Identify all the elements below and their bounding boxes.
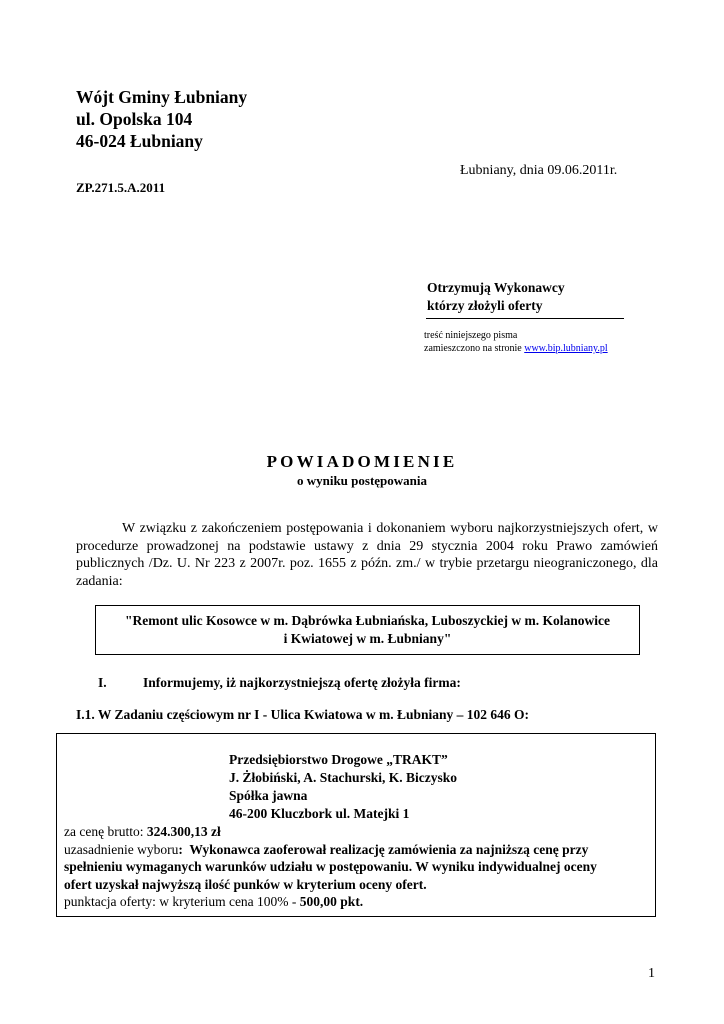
justification-text-1: Wykonawca zaoferował realizację zamówienia za najniższą cenę przy (182, 841, 589, 857)
justification-colon: : (178, 841, 183, 857)
justification-line-1 (64, 841, 646, 859)
justification-line-3: ofert uzyskał najwyższą ilość punków w kryterium oceny ofert. (64, 876, 427, 892)
intro-paragraph-text: W związku z zakończeniem postępowania i dokonaniem wyboru najkorzystniejszych ofert, w procedurze prowadzonej na podstawie ustawy z dnia 29 stycznia 2004 roku Prawo zamówień publicznych /Dz. U. Nr 223 z 2007r. poz. 1655 z późn. zm./ w trybie przetargu nieograniczonego, dla zadania: (76, 521, 658, 589)
company-form: Spółka jawna (229, 788, 308, 803)
intro-paragraph (76, 520, 658, 590)
document-subtitle: o wyniku postępowania (296, 473, 428, 488)
page-number: 1 (648, 966, 655, 981)
company-name: Przedsiębiorstwo Drogowe „TRAKT” (229, 752, 448, 767)
justification-label: uzasadnienie wyboru (64, 841, 179, 857)
letter-date: Łubniany, dnia 09.06.2011r. (460, 163, 618, 178)
score-label: punktacja oferty: w kryterium cena 100% - (64, 894, 300, 909)
section-number: I. (98, 675, 107, 690)
document-title: POWIADOMIENIE (266, 452, 458, 471)
task-name-line-2: i Kwiatowej w m. Łubniany" (283, 631, 452, 646)
company-address: 46-200 Kluczbork ul. Matejki 1 (229, 806, 410, 821)
recipients-line-2: którzy złożyli oferty (427, 298, 543, 313)
bip-link[interactable]: www.bip.lubniany.pl (524, 343, 608, 354)
recipients-block (427, 279, 565, 315)
subsection-heading: I.1. W Zadaniu częściowym nr I - Ulica Kwiatowa w m. Łubniany – 102 646 O: (76, 707, 530, 722)
recipients-underline (426, 318, 624, 319)
bip-note-prefix: zamieszczono na stronie (424, 343, 525, 354)
justification-line-2: spełnieniu wymaganych warunków udziału w postępowaniu. W wyniku indywidualnej oceny (64, 859, 597, 874)
recipients-line-1: Otrzymują Wykonawcy (427, 280, 565, 295)
bip-note-line-2 (424, 342, 608, 355)
bip-note-line-1: treść niniejszego pisma (424, 330, 518, 341)
task-name-line-1: "Remont ulic Kosowce w m. Dąbrówka Łubniańska, Luboszyckiej w m. Kolanowice (125, 613, 610, 628)
company-owners: J. Żłobiński, A. Stachurski, K. Biczysko (229, 770, 458, 785)
score-value: 500,00 pkt. (299, 894, 364, 909)
section-heading: Informujemy, iż najkorzystniejszą ofertę złożyła firma: (143, 675, 461, 690)
task-name-box (95, 605, 640, 655)
winner-company (229, 751, 457, 823)
sender-address (76, 86, 247, 152)
winner-details (64, 823, 646, 911)
sender-street: ul. Opolska 104 (76, 109, 193, 129)
score-line (64, 893, 646, 911)
sender-city: 46-024 Łubniany (76, 131, 203, 151)
sender-name: Wójt Gminy Łubniany (76, 87, 248, 107)
price-label: za cenę brutto: (64, 824, 147, 839)
price-value: 324.300,13 zł (146, 824, 221, 839)
reference-number: ZP.271.5.A.2011 (76, 180, 166, 195)
price-line (64, 823, 646, 841)
bip-note (424, 329, 608, 355)
